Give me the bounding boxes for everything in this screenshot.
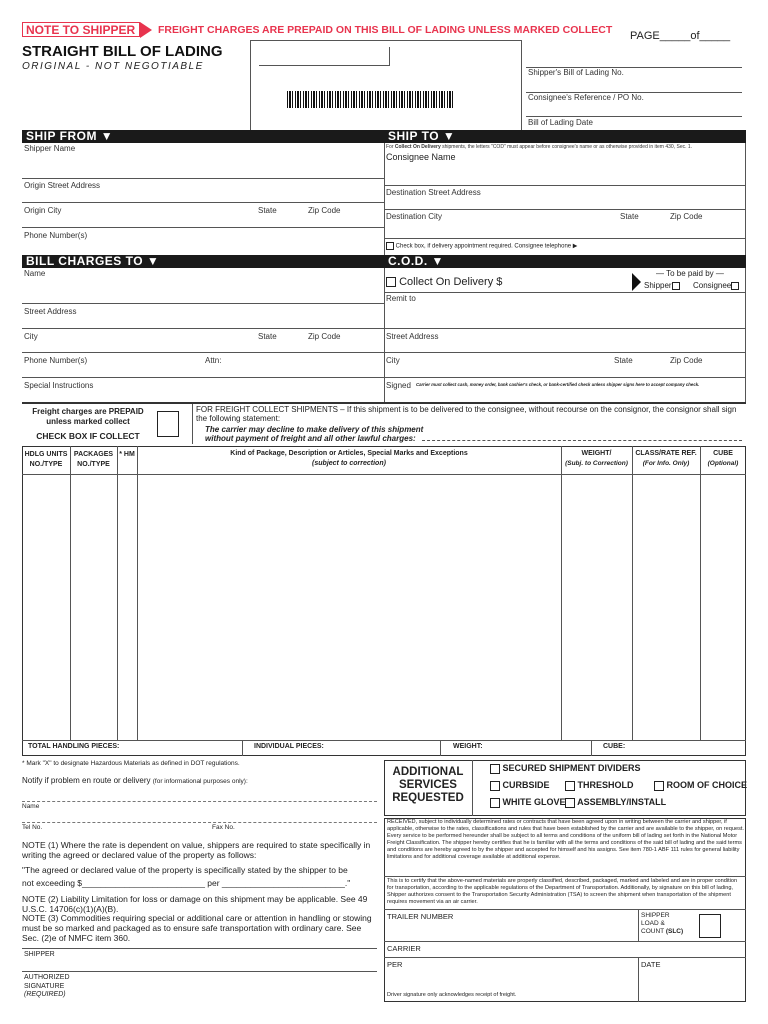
barcode-image [287, 91, 455, 108]
threshold-checkbox[interactable] [565, 781, 575, 791]
table-body-area[interactable] [23, 475, 745, 739]
room-of-choice-option[interactable]: ROOM OF CHOICE [654, 780, 747, 791]
notify-fax-label: Fax No. [212, 824, 235, 831]
page-counter[interactable]: PAGE_____of_____ [630, 30, 731, 42]
notify-tel-label: Tel No. [22, 824, 43, 831]
signed-note: Carrier must collect cash, money order, bank cashier's check, or bank-certified check unless shipper signs here to accept company check. [416, 382, 700, 387]
cod-arrow-icon [632, 273, 641, 291]
threshold-option[interactable]: THRESHOLD [565, 780, 634, 791]
prepaid-line1: Freight charges are PREPAID [32, 407, 144, 416]
received-text: RECEIVED, subject to individually determined rates or contracts that have been agreed upon in writing between the carrier and shipper, if applicable, otherwise to the rates, classifications and rules that have been established by the carrier and are available to the shipper, on request. Every service to be performed hereunder shall be subject to all terms and conditions of the uniform bill of lading set forth in the National Motor Freight Classification. The shipper hereby certifies that he is familiar with all the terms and conditions of the said bill of lading and the said terms and conditions are hereby agreed to by the shipper and accepted for himself and his assigns. See item 780-1 ABF 111 rules for general liability limitations and for additional coverage available at additional expense. [387, 819, 744, 860]
note-3: NOTE (3) Commodities requiring special or additional care or attention in handling or stowing must be so marked and packaged as to ensure safe transportation with ordinary care. See Sec. (2)e of NMFC item 360. [22, 913, 372, 943]
special-instructions-field[interactable]: Special Instructions [24, 381, 94, 390]
driver-note: Driver signature only acknowledges receipt of freight. [387, 992, 517, 998]
total-handling-pieces[interactable]: TOTAL HANDLING PIECES: [28, 743, 120, 750]
cod-note: For Collect On Delivery shipments, the letters "COD" must appear before consignee's name or as otherwise provided in item 430, Sec. 1. [386, 144, 693, 150]
collect-signature-line[interactable] [422, 440, 742, 441]
prepaid-line3: CHECK BOX IF COLLECT [36, 431, 140, 441]
white-glove-option[interactable]: WHITE GLOVE [490, 797, 566, 808]
cod-city-field[interactable]: City [386, 356, 400, 365]
total-weight[interactable]: WEIGHT: [453, 743, 483, 750]
cod-state-field[interactable]: State [614, 356, 633, 365]
paid-by-label: — To be paid by — [656, 269, 724, 278]
col-weight-sub: (Subj. to Correction) [565, 460, 628, 467]
col-class-sub: (For Info. Only) [642, 460, 690, 467]
notify-label: Notify if problem en route or delivery (for informational purposes only): [22, 776, 248, 785]
col-hm: * HM [119, 451, 135, 458]
bol-date-label: Bill of Lading Date [528, 118, 593, 127]
collect-checkbox[interactable] [157, 411, 179, 437]
trailer-number-field[interactable]: TRAILER NUMBER [387, 912, 454, 921]
authorized-signature-field[interactable]: AUTHORIZED SIGNATURE (REQUIRED) [24, 974, 70, 998]
slc-label: SHIPPER LOAD & COUNT (SLC) [641, 912, 684, 935]
origin-state-field[interactable]: State [258, 206, 277, 215]
barcode-box [250, 40, 522, 130]
col-hdlg-units: HDLG UNITS NO./TYPE [24, 451, 68, 468]
appointment-checkbox[interactable] [386, 242, 394, 250]
cod-zip-field[interactable]: Zip Code [670, 356, 703, 365]
paid-by-consignee-checkbox[interactable] [731, 282, 739, 290]
hazmat-note: * Mark "X" to designate Hazardous Materials as defined in DOT regulations. [22, 760, 240, 767]
curbside-option[interactable]: CURBSIDE [490, 780, 550, 791]
shipper-name-field[interactable]: Shipper Name [24, 144, 76, 153]
document-subtitle: ORIGINAL - NOT NEGOTIABLE [22, 61, 204, 72]
ship-to-heading: SHIP TO ▼ [384, 130, 746, 143]
col-packages: PACKAGES NO./TYPE [73, 451, 114, 468]
date-field[interactable]: DATE [641, 960, 661, 969]
white-glove-checkbox[interactable] [490, 798, 500, 808]
dest-state-field[interactable]: State [620, 212, 639, 221]
carrier-field[interactable]: CARRIER [387, 944, 421, 953]
shipper-sign-label: SHIPPER [24, 951, 55, 958]
collect-statement2: without payment of freight and all other lawful charges: [205, 434, 416, 443]
document-title: STRAIGHT BILL OF LADING [22, 43, 223, 60]
bill-street-field[interactable]: Street Address [24, 307, 77, 316]
appointment-row [386, 242, 577, 250]
per-field[interactable]: PER [387, 960, 403, 969]
paid-by-shipper: Shipper [644, 281, 680, 290]
freight-notice: FREIGHT CHARGES ARE PREPAID ON THIS BILL OF LADING UNLESS MARKED COLLECT [158, 24, 613, 36]
curbside-checkbox[interactable] [490, 781, 500, 791]
col-kind: Kind of Package, Description or Articles, Special Marks and Exceptions [230, 450, 468, 457]
bill-attn-field[interactable]: Attn: [205, 356, 222, 365]
dest-city-field[interactable]: Destination City [386, 212, 443, 221]
total-cube[interactable]: CUBE: [603, 743, 626, 750]
note-badge-label: NOTE TO SHIPPER [26, 23, 136, 37]
slc-checkbox[interactable] [699, 914, 721, 938]
ship-from-phone-field[interactable]: Phone Number(s) [24, 231, 88, 240]
col-cube-sub: (Optional) [707, 460, 739, 467]
appointment-label: Check box, if delivery appointment required. Consignee telephone ▶ [395, 243, 578, 250]
cod-street-field[interactable]: Street Address [386, 332, 439, 341]
cod-checkbox[interactable] [386, 277, 396, 287]
bill-state-field[interactable]: State [258, 332, 277, 341]
bill-name-field[interactable]: Name [24, 269, 46, 278]
assembly-option[interactable]: ASSEMBLY/INSTALL [565, 797, 666, 808]
origin-zip-field[interactable]: Zip Code [308, 206, 341, 215]
collect-statement1: The carrier may decline to make delivery of this shipment [205, 425, 424, 434]
collect-text: FOR FREIGHT COLLECT SHIPMENTS – If this shipment is to be delivered to the consignee, without recourse on the consignor, the consignor shall sign the following statement: [196, 405, 737, 423]
room-of-choice-checkbox[interactable] [654, 781, 664, 791]
col-cube: CUBE [713, 450, 733, 457]
note-to-shipper-badge [22, 22, 152, 39]
secured-dividers-option[interactable]: SECURED SHIPMENT DIVIDERS [490, 763, 641, 774]
dest-zip-field[interactable]: Zip Code [670, 212, 703, 221]
cod-collect-label: Collect On Delivery $ [399, 276, 503, 288]
individual-pieces[interactable]: INDIVIDUAL PIECES: [254, 743, 324, 750]
bill-zip-field[interactable]: Zip Code [308, 332, 341, 341]
certify-text: This is to certify that the above-named materials are properly classified, described, packaged, marked and labeled and are in proper condition for transportation, according to the applicable regulations of the Department of Transportation. Additionally, by signature on this bill of lading, Shipper authorizes consent to the Transportation Security Administration (TSA) to screen the shipment when transportation of the shipment requires movement via an air carrier. [387, 878, 738, 905]
consignee-name-field[interactable]: Consignee Name [386, 152, 456, 162]
notify-tel-line[interactable] [22, 822, 377, 823]
col-kind-sub: (subject to correction) [312, 460, 386, 467]
additional-services-title: ADDITIONAL SERVICES REQUESTED [392, 766, 464, 804]
remit-to-field[interactable]: Remit to [386, 294, 416, 303]
cod-heading: C.O.D. ▼ [384, 255, 746, 268]
cod-collect-row [386, 276, 502, 288]
col-weight: WEIGHT/ [581, 450, 612, 457]
not-exceeding-text[interactable]: not exceeding $__________________________ per __________________________." [22, 878, 351, 888]
bill-city-field[interactable]: City [24, 332, 38, 341]
bill-phone-field[interactable]: Phone Number(s) [24, 356, 88, 365]
prepaid-line2: unless marked collect [46, 417, 130, 426]
note-1: NOTE (1) Where the rate is dependent on value, shippers are required to state specifically in writing the agreed or declared value of the property as follows: [22, 840, 371, 860]
paid-by-shipper-checkbox[interactable] [672, 282, 680, 290]
shipper-bol-label: Shipper's Bill of Lading No. [528, 68, 624, 77]
agreed-value-text: "The agreed or declared value of the property is specifically stated by the shipper to be [22, 865, 348, 875]
note-2: NOTE (2) Liability Limitation for loss or damage on this shipment may be applicable. See 49 U.S.C. 14706(c)(1)(A)(B). [22, 894, 368, 914]
bill-charges-heading: BILL CHARGES TO ▼ [22, 255, 384, 268]
origin-street-field[interactable]: Origin Street Address [24, 181, 101, 190]
ship-from-heading: SHIP FROM ▼ [22, 130, 384, 143]
origin-city-field[interactable]: Origin City [24, 206, 62, 215]
notify-name-line[interactable] [22, 801, 377, 802]
dest-street-field[interactable]: Destination Street Address [386, 188, 481, 197]
paid-by-consignee: Consignee [693, 281, 739, 290]
assembly-checkbox[interactable] [565, 798, 575, 808]
col-class: CLASS/RATE REF. [635, 450, 697, 457]
consignee-ref-label: Consignee's Reference / PO No. [528, 93, 644, 102]
cod-signed-field[interactable]: Signed [386, 381, 411, 390]
notify-name-label: Name [22, 803, 40, 810]
secured-dividers-checkbox[interactable] [490, 764, 500, 774]
